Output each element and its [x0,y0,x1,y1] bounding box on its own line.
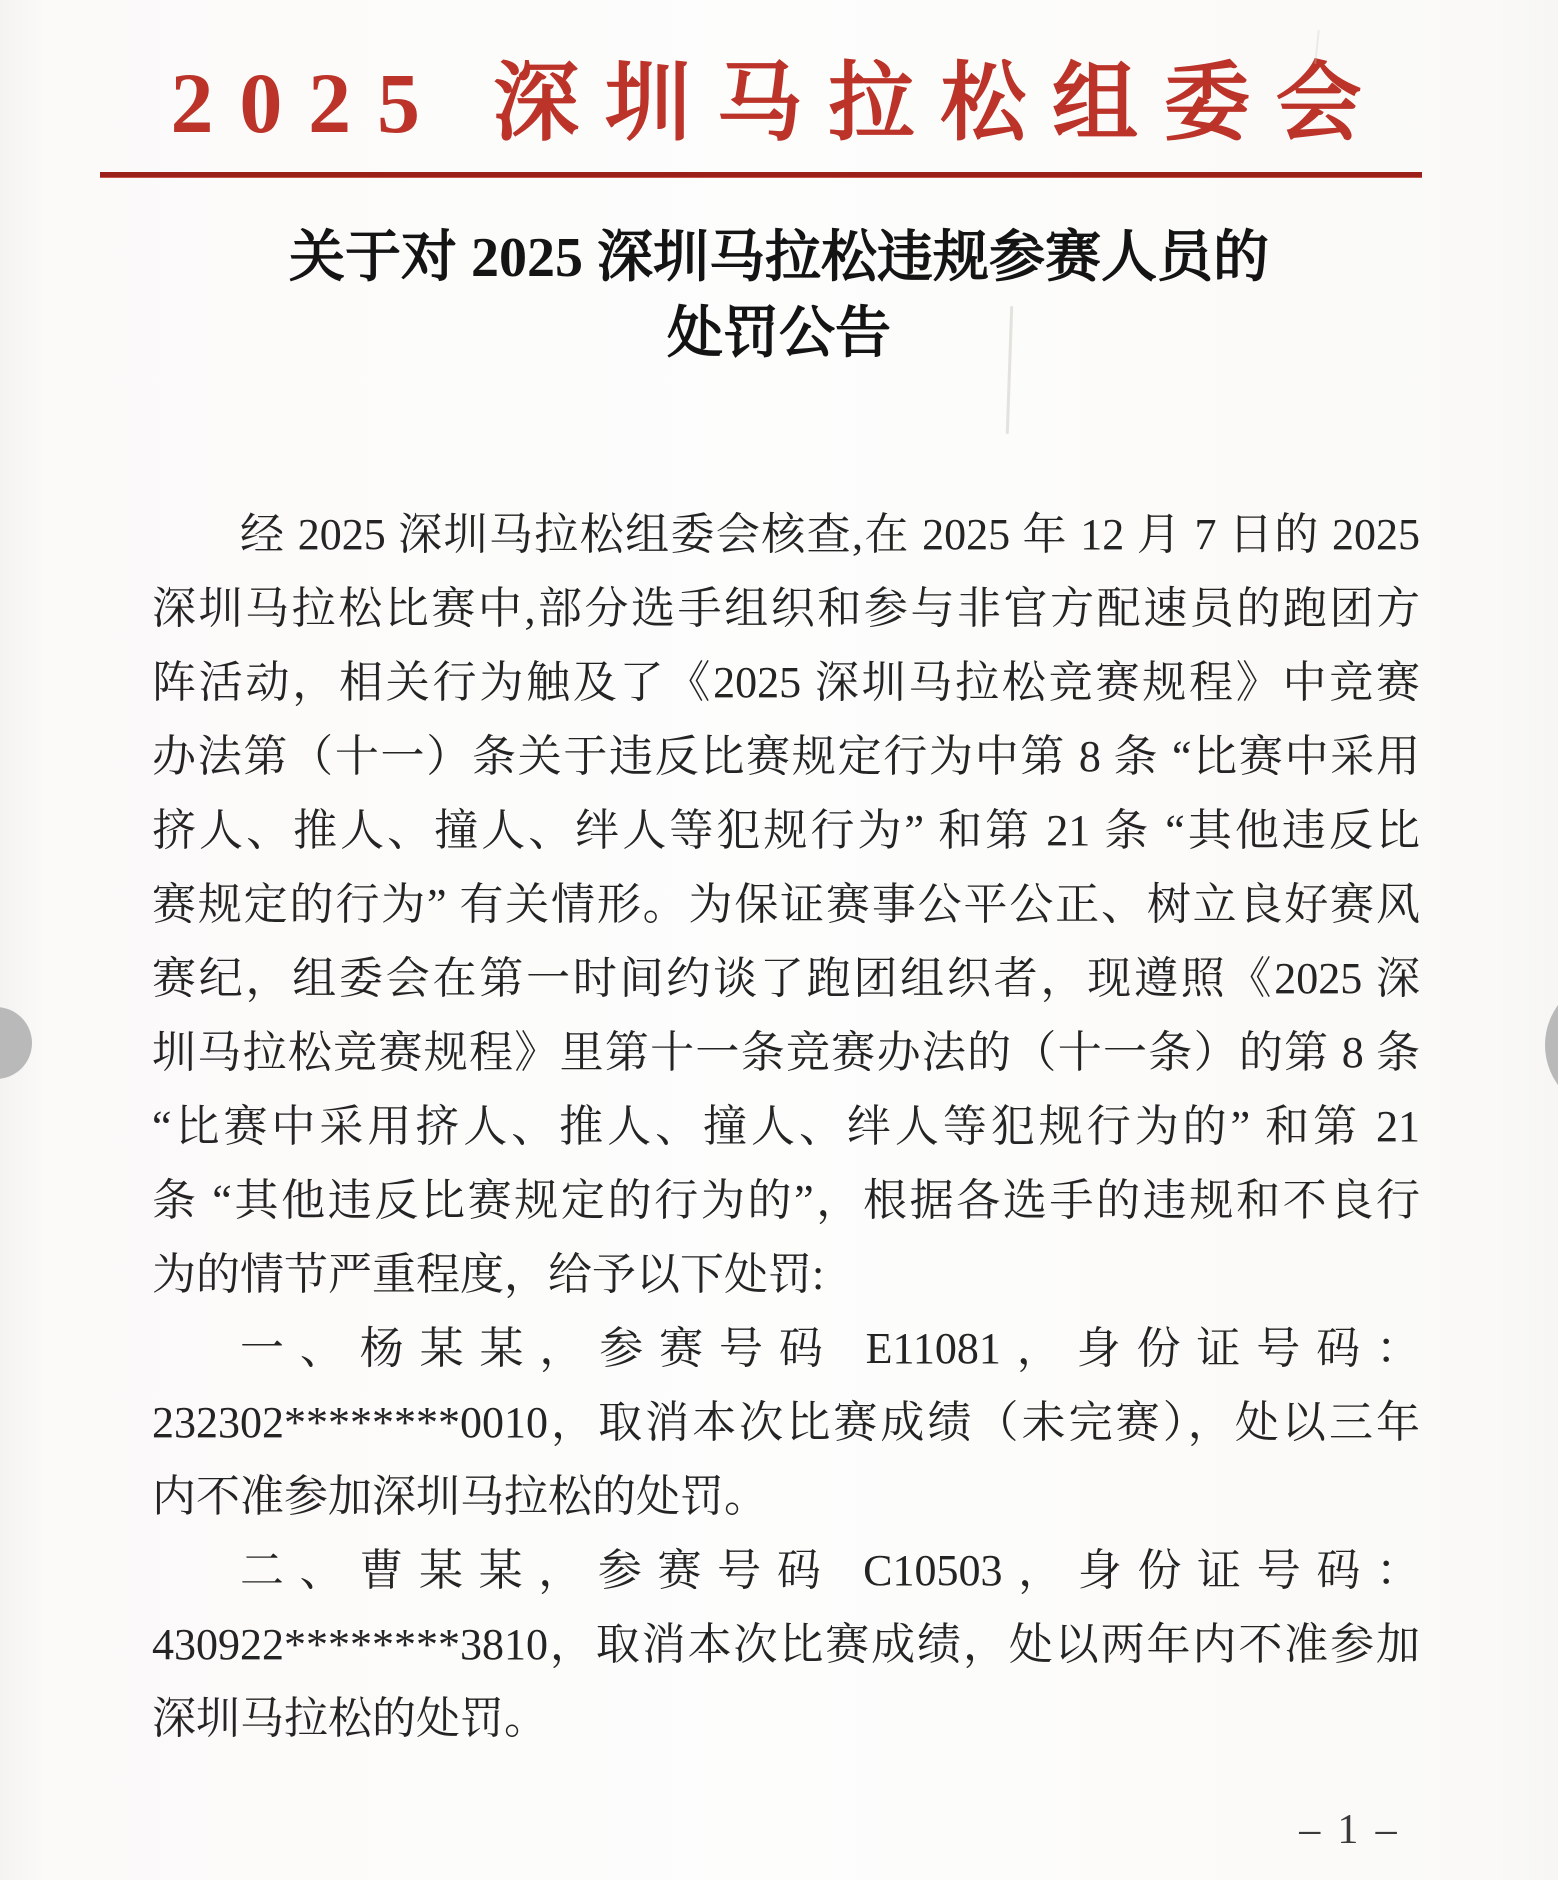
prev-page-button[interactable] [0,1007,32,1079]
body-line: 为的情节严重程度，给予以下处罚: [152,1249,825,1299]
body-line: 阵活动，相关行为触及了《2025 深圳马拉松竞赛规程》中竞赛 [152,657,1420,707]
next-page-button[interactable] [1545,977,1558,1113]
body-line: 办法第（十一）条关于违反比赛规定行为中第 8 条 “比赛中采用 [152,731,1420,781]
document-title [0,220,1558,372]
body-line: 深圳马拉松比赛中,部分选手组织和参与非官方配速员的跑团方 [152,583,1420,633]
document-body [152,498,1420,1756]
document-title-line1: 关于对 2025 深圳马拉松违规参赛人员的 [289,226,1269,289]
body-line: “比赛中采用挤人、推人、撞人、绊人等犯规行为的” 和第 21 [152,1101,1420,1151]
body-line: 二、曹某某，参赛号码 C10503，身份证号码： [240,1545,1420,1595]
body-line: 挤人、推人、撞人、绊人等犯规行为” 和第 21 条 “其他违反比 [152,805,1420,855]
body-line: 经 2025 深圳马拉松组委会核查,在 2025 年 12 月 7 日的 2025 [240,509,1420,559]
body-line: 内不准参加深圳马拉松的处罚。 [152,1471,768,1521]
letterhead-title: 2025 深圳马拉松组委会 [170,55,1388,151]
page-number: – 1 – [1299,1807,1400,1853]
body-line: 赛纪，组委会在第一时间约谈了跑团组织者，现遵照《2025 深 [152,953,1420,1003]
body-line: 赛规定的行为” 有关情形。为保证赛事公平公正、树立良好赛风 [152,879,1420,929]
document-title-line2: 处罚公告 [667,302,891,365]
body-line: 232302********0010，取消本次比赛成绩（未完赛），处以三年 [152,1397,1420,1447]
body-line: 一、杨某某，参赛号码 E11081，身份证号码： [240,1323,1420,1373]
body-line: 430922********3810，取消本次比赛成绩，处以两年内不准参加 [152,1619,1420,1669]
body-line: 圳马拉松竞赛规程》里第十一条竞赛办法的（十一条）的第 8 条 [152,1027,1420,1077]
letterhead-rule [100,172,1422,178]
body-line: 深圳马拉松的处罚。 [152,1693,548,1743]
body-line: 条 “其他违反比赛规定的行为的”，根据各选手的违规和不良行 [152,1175,1420,1225]
